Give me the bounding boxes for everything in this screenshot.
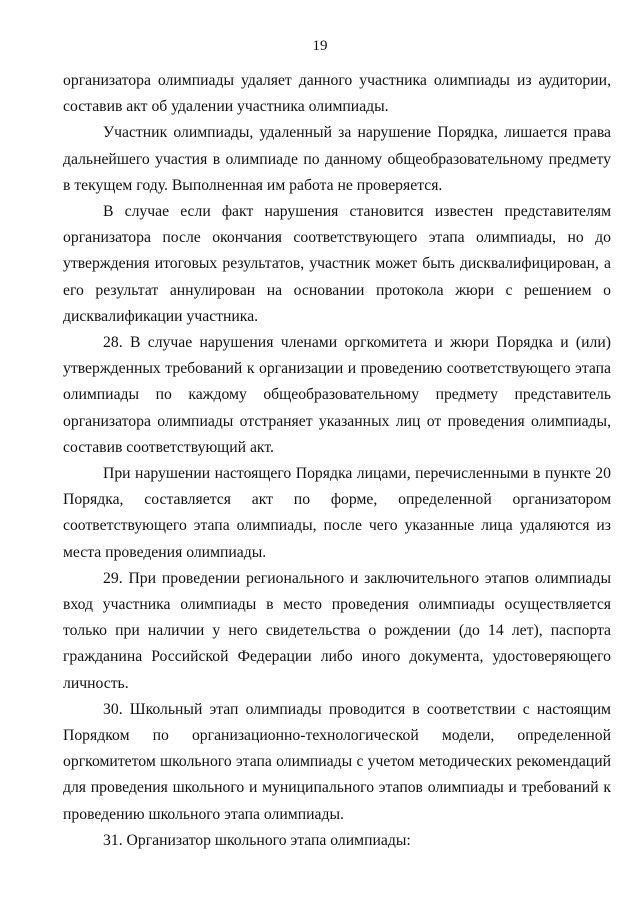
paragraph-continuation: организатора олимпиады удаляет данного участника олимпиады из аудитории, составив акт об удалении участника олимпиады. (63, 72, 611, 116)
paragraph-disqualification: В случае если факт нарушения становится известен представителям организатора после окончания соответствующего этапа олимпиады, но до утверждения итоговых результатов, участник может быть дисквалифицирован, а его результат аннулирован на основании протокола жюри с решением о дисквалификации участника. (63, 203, 611, 325)
paragraph-item-30: 30. Школьный этап олимпиады проводится в соответствии с настоящим Порядком по организационно-технологической модели, определенной оргкомитетом школьного этапа олимпиады с учетом методических рекомендаций для проведения школьного и муниципального этапов олимпиады и требований к проведению школьного этапа олимпиады. (63, 700, 611, 823)
paragraph-item-31: 31. Организатор школьного этапа олимпиады: (103, 831, 411, 849)
paragraph-violation-act: При нарушении настоящего Порядка лицами, перечисленными в пункте 20 Порядка, составляется акт по форме, определенной организатором соответствующего этапа олимпиады, после чего указанные лица удаляются из места проведения олимпиады. (63, 465, 611, 561)
page-number: 19 (312, 38, 328, 54)
paragraph-item-29: 29. При проведении регионального и заключительного этапов олимпиады вход участника олимпиады в место проведения олимпиады осуществляется только при наличии у него свидетельства о рождении (до 14 лет), паспорта гражданина Российской Федерации либо иного документа, удостоверяющего личность. (63, 569, 611, 692)
paragraph-item-28: 28. В случае нарушения членами оргкомитета и жюри Порядка и (или) утвержденных требований к организации и проведению соответствующего этапа олимпиады по каждому общеобразовательному предмету представитель организатора олимпиады отстраняет указанных лиц от проведения олимпиады, составив соответствующий акт. (63, 334, 611, 456)
document-body (63, 68, 611, 854)
paragraph-removed-participant: Участник олимпиады, удаленный за нарушение Порядка, лишается права дальнейшего участия в олимпиаде по данному общеобразовательному предмету в текущем году. Выполненная им работа не проверяется. (63, 124, 611, 194)
